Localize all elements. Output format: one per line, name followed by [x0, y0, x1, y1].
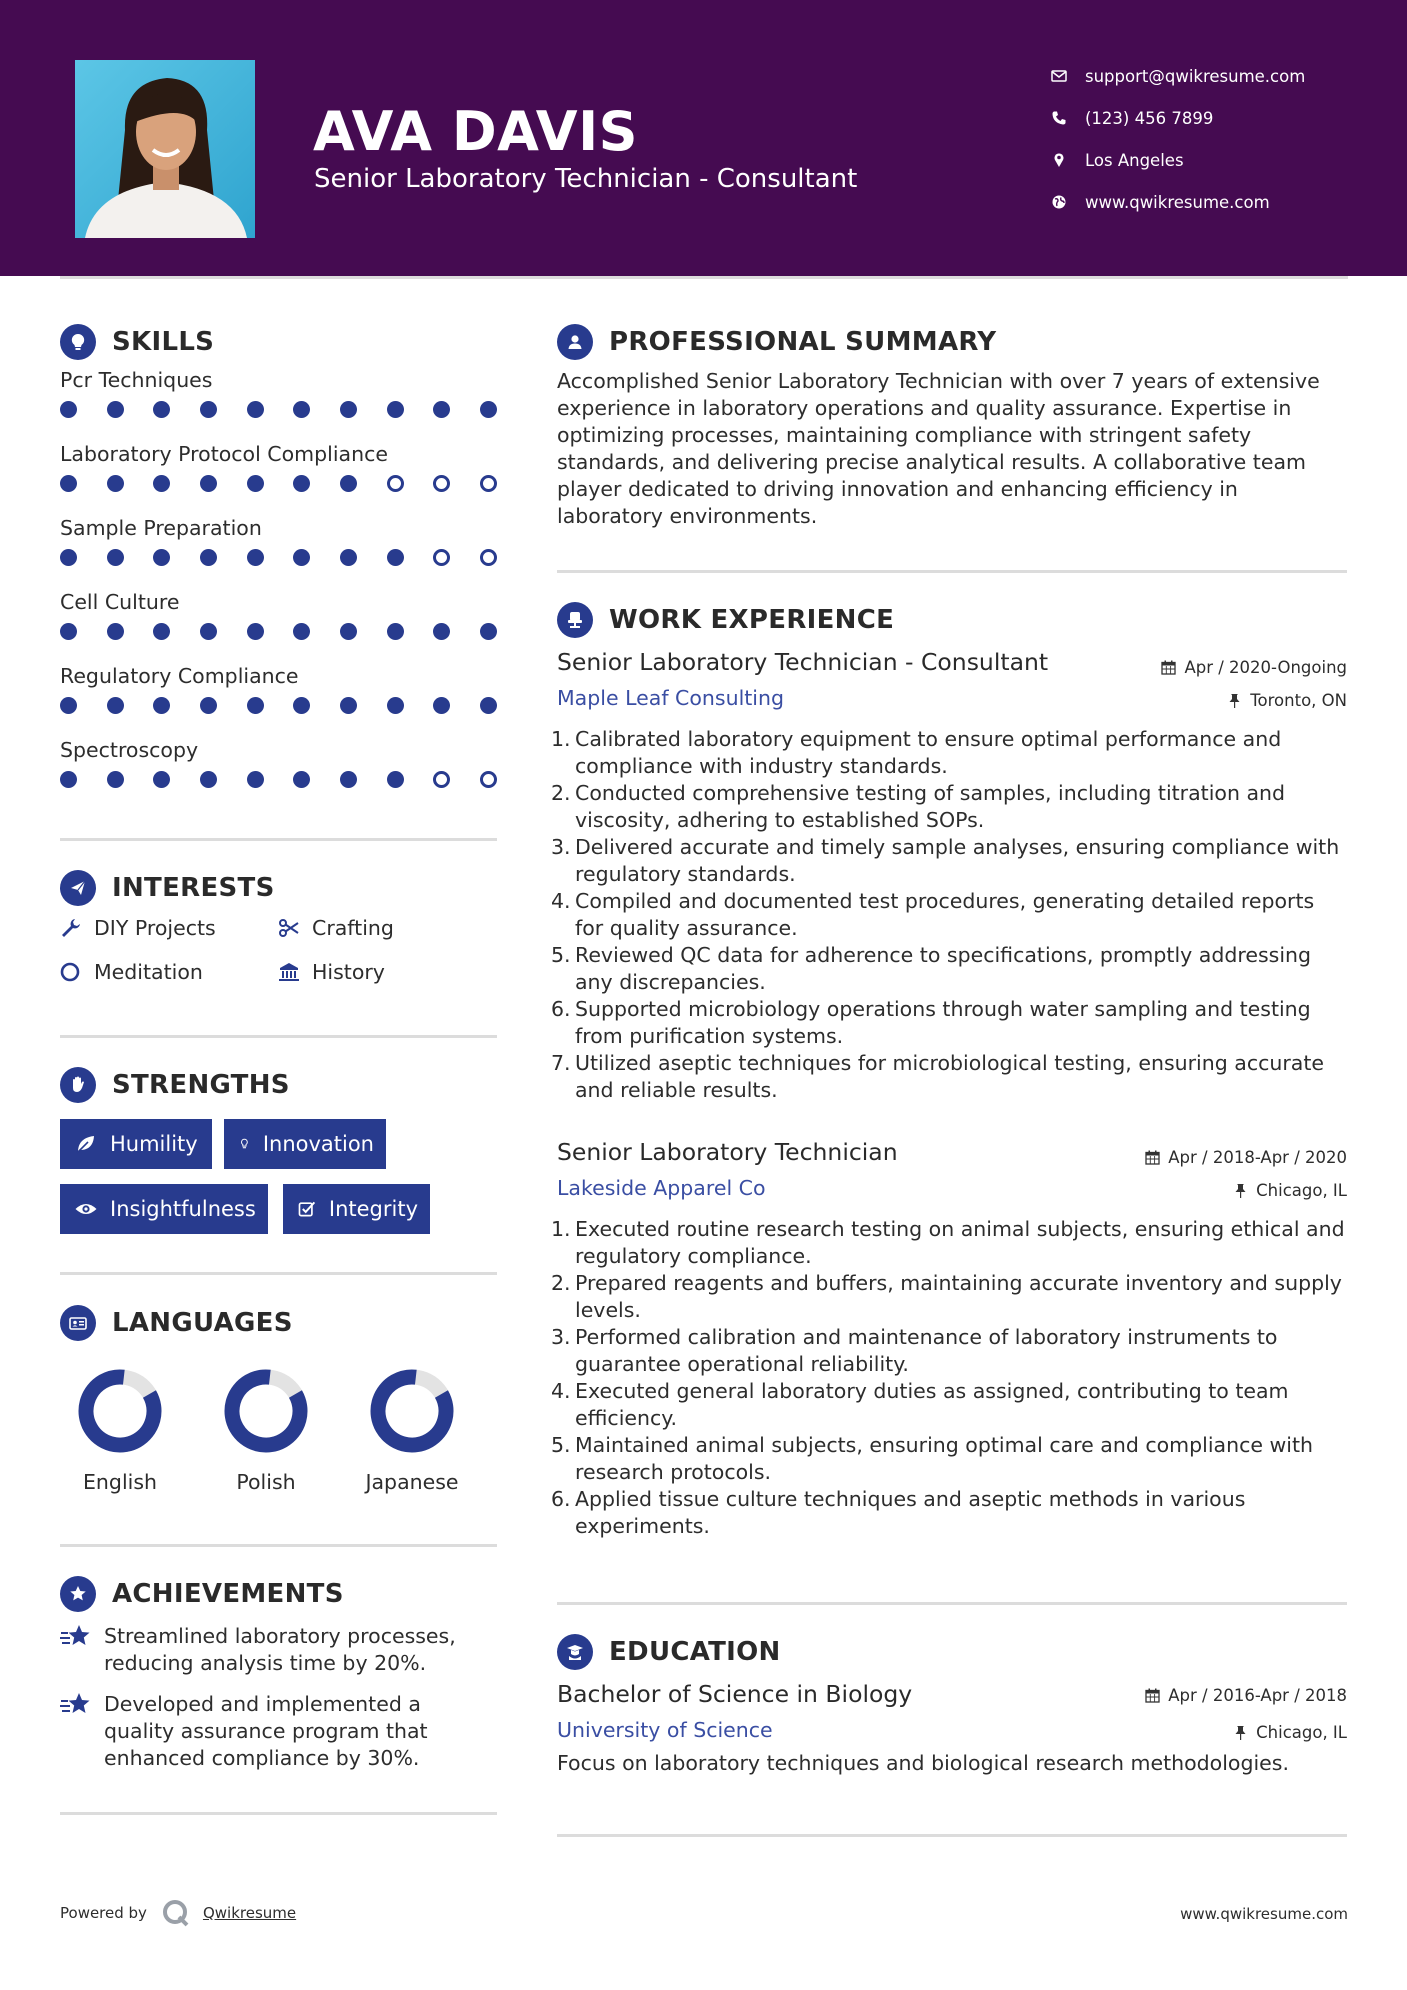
job-dates — [1161, 658, 1347, 677]
skills-list — [60, 365, 497, 809]
interest-item — [60, 916, 216, 940]
rating-dot-filled — [247, 401, 264, 418]
wrench-icon — [60, 917, 82, 939]
duty-number: 6. — [551, 997, 571, 1021]
id-card-badge-icon — [60, 1305, 96, 1341]
skill-name: Spectroscopy — [60, 738, 199, 762]
achievement-text: Developed and implemented a quality assurance program that enhanced compliance by 30%. — [104, 1692, 428, 1770]
phone-icon — [1051, 110, 1067, 126]
skill-name: Cell Culture — [60, 590, 180, 614]
achievements-heading — [60, 1576, 497, 1612]
hand-badge-icon — [60, 1067, 96, 1103]
rating-dot-filled — [153, 697, 170, 714]
duty-item — [551, 726, 1347, 780]
strengths-title: STRENGTHS — [112, 1070, 290, 1100]
rating-dot-filled — [433, 401, 450, 418]
rating-dot-filled — [387, 623, 404, 640]
interest-item — [60, 960, 203, 984]
skill-name: Regulatory Compliance — [60, 664, 299, 688]
education-divider — [557, 1834, 1347, 1837]
rating-dot-filled — [107, 771, 124, 788]
rating-dot-filled — [153, 623, 170, 640]
rating-dot-filled — [340, 623, 357, 640]
qwikresume-logo-icon — [161, 1898, 191, 1928]
pushpin-icon — [1233, 1183, 1248, 1198]
duty-text: Maintained animal subjects, ensuring optimal care and compliance with research protocols. — [575, 1433, 1313, 1484]
language-ring-fill — [223, 1368, 309, 1454]
paper-plane-badge-icon — [60, 870, 96, 906]
rating-dot-filled — [60, 771, 77, 788]
rating-dot-filled — [153, 475, 170, 492]
rating-dot-filled — [340, 475, 357, 492]
rating-dot-filled — [200, 623, 217, 640]
duty-text: Supported microbiology operations through water sampling and testing from purification systems. — [575, 997, 1311, 1048]
rating-dot-filled — [60, 697, 77, 714]
duty-item — [551, 1050, 1347, 1104]
rating-dot-filled — [433, 697, 450, 714]
job-location-text: Toronto, ON — [1250, 691, 1347, 710]
interest-label: Meditation — [94, 960, 203, 984]
envelope-icon — [1051, 68, 1067, 84]
duty-text: Delivered accurate and timely sample analyses, ensuring compliance with regulatory standards. — [575, 835, 1340, 886]
skill-rating — [60, 617, 497, 661]
duty-item — [551, 1432, 1347, 1486]
job-entry — [551, 1138, 1347, 1558]
duty-number: 5. — [551, 1433, 571, 1457]
skill-name: Laboratory Protocol Compliance — [60, 442, 388, 466]
experience-heading — [557, 602, 1347, 638]
footer-website[interactable]: www.qwikresume.com — [1180, 1905, 1348, 1923]
rating-dot-filled — [293, 549, 310, 566]
duty-number: 1. — [551, 727, 571, 751]
achievements-divider — [60, 1812, 497, 1815]
education-dates — [1145, 1686, 1347, 1705]
education-location-text: Chicago, IL — [1256, 1723, 1347, 1742]
strength-tag — [283, 1184, 430, 1234]
duty-item — [551, 1378, 1347, 1432]
duty-number: 2. — [551, 1271, 571, 1295]
languages-divider — [60, 1544, 497, 1547]
interest-item — [278, 916, 394, 940]
strength-label: Insightfulness — [110, 1197, 256, 1221]
rating-dot-filled — [480, 697, 497, 714]
job-location — [1233, 1181, 1347, 1200]
rating-dot-filled — [153, 549, 170, 566]
school-name: University of Science — [557, 1718, 773, 1742]
candidate-title: Senior Laboratory Technician - Consultant — [314, 164, 858, 194]
rating-dot-empty — [480, 475, 497, 492]
museum-icon — [278, 961, 300, 983]
duty-item — [551, 1324, 1347, 1378]
rating-dot-filled — [340, 697, 357, 714]
duty-item — [551, 942, 1347, 996]
eye-icon — [74, 1197, 98, 1221]
rating-dot-filled — [340, 771, 357, 788]
pushpin-icon — [1227, 693, 1242, 708]
pushpin-icon — [1233, 1725, 1248, 1740]
rating-dot-filled — [480, 401, 497, 418]
skill-rating — [60, 691, 497, 735]
degree-title: Bachelor of Science in Biology — [557, 1680, 913, 1708]
star-list-icon — [60, 1623, 94, 1651]
languages-title: LANGUAGES — [112, 1308, 293, 1338]
interests-section — [60, 870, 497, 990]
duty-text: Executed routine research testing on animal subjects, ensuring ethical and regulatory compliance. — [575, 1217, 1345, 1268]
duty-number: 5. — [551, 943, 571, 967]
duty-number: 1. — [551, 1217, 571, 1241]
rating-dot-filled — [387, 401, 404, 418]
calendar-icon — [1161, 660, 1176, 675]
strengths-heading — [60, 1067, 497, 1103]
language-ring — [77, 1368, 163, 1454]
rating-dot-filled — [107, 623, 124, 640]
language-ring-fill — [77, 1368, 163, 1454]
duty-number: 2. — [551, 781, 571, 805]
rating-dot-filled — [293, 475, 310, 492]
calendar-icon — [1145, 1150, 1160, 1165]
achievement-text: Streamlined laboratory processes, reducing analysis time by 20%. — [104, 1624, 456, 1675]
strength-tag — [60, 1184, 268, 1234]
interest-label: Crafting — [312, 916, 394, 940]
duty-number: 4. — [551, 889, 571, 913]
header-divider — [60, 276, 1348, 279]
duty-item — [551, 888, 1347, 942]
rating-dot-filled — [200, 771, 217, 788]
language-ring-fill — [369, 1368, 455, 1454]
strength-label: Innovation — [262, 1132, 374, 1156]
education-location — [1233, 1723, 1347, 1742]
rating-dot-empty — [480, 549, 497, 566]
rating-dot-filled — [247, 475, 264, 492]
rating-dot-filled — [107, 697, 124, 714]
achievement-item — [60, 1691, 497, 1772]
education-section — [557, 1634, 1347, 1794]
rating-dot-empty — [433, 549, 450, 566]
strengths-divider — [60, 1272, 497, 1275]
summary-text: Accomplished Senior Laboratory Technician with over 7 years of extensive experience in laboratory operations and quality assurance. Expertise in optimizing processes, maintaining compliance with stringent safety standards, and delivering precise analytical results. A collaborative team player dedicated to driving innovation and enhancing efficiency in laboratory environments. — [557, 369, 1320, 528]
calendar-icon — [1145, 1688, 1160, 1703]
company-name: Maple Leaf Consulting — [557, 686, 785, 710]
duties-list — [551, 1216, 1347, 1540]
contact-location — [1051, 139, 1381, 181]
interest-label: DIY Projects — [94, 916, 216, 940]
languages-heading — [60, 1305, 497, 1341]
language-ring — [223, 1368, 309, 1454]
interests-title: INTERESTS — [112, 873, 275, 903]
summary-heading — [557, 324, 1347, 360]
experience-section — [557, 602, 1347, 638]
duty-item — [551, 780, 1347, 834]
rating-dot-filled — [107, 475, 124, 492]
skills-section — [60, 324, 497, 809]
skill-rating — [60, 765, 497, 809]
rating-dot-filled — [247, 697, 264, 714]
rating-dot-filled — [107, 549, 124, 566]
contact-list — [1051, 55, 1381, 223]
summary-divider — [557, 570, 1347, 573]
star-badge-icon — [60, 1576, 96, 1612]
rating-dot-filled — [153, 401, 170, 418]
candidate-name: AVA DAVIS — [313, 100, 639, 163]
lightbulb-badge-icon — [60, 324, 96, 360]
rating-dot-filled — [387, 771, 404, 788]
job-location — [1227, 691, 1347, 710]
job-title: Senior Laboratory Technician — [557, 1138, 898, 1166]
lightbulb-icon — [238, 1132, 251, 1156]
scissors-icon — [278, 917, 300, 939]
duty-number: 3. — [551, 835, 571, 859]
contact-website[interactable] — [1051, 181, 1381, 223]
strength-tag — [224, 1119, 386, 1169]
education-dates-text: Apr / 2016-Apr / 2018 — [1168, 1686, 1347, 1705]
rating-dot-filled — [480, 623, 497, 640]
job-dates-text: Apr / 2020-Ongoing — [1184, 658, 1347, 677]
rating-dot-filled — [200, 401, 217, 418]
education-title: EDUCATION — [609, 1637, 781, 1667]
skills-heading — [60, 324, 497, 360]
strength-label: Integrity — [328, 1197, 418, 1221]
duty-item — [551, 1270, 1347, 1324]
rating-dot-filled — [60, 475, 77, 492]
rating-dot-filled — [340, 549, 357, 566]
skill-name: Sample Preparation — [60, 516, 262, 540]
duty-item — [551, 1216, 1347, 1270]
company-name: Lakeside Apparel Co — [557, 1176, 766, 1200]
duty-number: 4. — [551, 1379, 571, 1403]
globe-icon — [1051, 194, 1067, 210]
star-list-icon — [60, 1691, 94, 1719]
rating-dot-empty — [387, 475, 404, 492]
contact-phone-text: (123) 456 7899 — [1085, 108, 1214, 128]
duty-text: Performed calibration and maintenance of laboratory instruments to guarantee operational reliability. — [575, 1325, 1278, 1376]
rating-dot-filled — [200, 697, 217, 714]
duty-text: Calibrated laboratory equipment to ensure optimal performance and compliance with industry standards. — [575, 727, 1282, 778]
language-item — [206, 1368, 326, 1494]
skills-divider — [60, 838, 497, 841]
contact-email-text: support@qwikresume.com — [1085, 66, 1306, 86]
job-entry — [551, 648, 1347, 1118]
job-dates — [1145, 1148, 1347, 1167]
rating-dot-filled — [247, 549, 264, 566]
rating-dot-empty — [433, 475, 450, 492]
duty-text: Applied tissue culture techniques and aseptic methods in various experiments. — [575, 1487, 1246, 1538]
summary-title: PROFESSIONAL SUMMARY — [609, 327, 997, 357]
rating-dot-filled — [293, 623, 310, 640]
rating-dot-filled — [387, 549, 404, 566]
circle-icon — [60, 961, 82, 983]
rating-dot-filled — [200, 475, 217, 492]
language-item — [60, 1368, 180, 1494]
rating-dot-filled — [107, 401, 124, 418]
rating-dot-filled — [247, 771, 264, 788]
achievements-title: ACHIEVEMENTS — [112, 1579, 344, 1609]
duty-text: Utilized aseptic techniques for microbiological testing, ensuring accurate and reliable results. — [575, 1051, 1325, 1102]
duty-text: Executed general laboratory duties as assigned, contributing to team efficiency. — [575, 1379, 1289, 1430]
rating-dot-empty — [433, 771, 450, 788]
rating-dot-filled — [433, 623, 450, 640]
skill-rating — [60, 395, 497, 439]
education-heading — [557, 1634, 1347, 1670]
interest-item — [278, 960, 385, 984]
footer-powered — [60, 1898, 296, 1928]
interests-heading — [60, 870, 497, 906]
contact-phone[interactable] — [1051, 97, 1381, 139]
duty-text: Compiled and documented test procedures, generating detailed reports for quality assurance. — [575, 889, 1315, 940]
summary-section — [557, 324, 1347, 530]
language-ring — [369, 1368, 455, 1454]
chair-badge-icon — [557, 602, 593, 638]
contact-location-text: Los Angeles — [1085, 150, 1184, 170]
rating-dot-filled — [247, 623, 264, 640]
experience-title: WORK EXPERIENCE — [609, 605, 895, 635]
job-title: Senior Laboratory Technician - Consultant — [557, 648, 1049, 676]
rating-dot-filled — [200, 549, 217, 566]
job-dates-text: Apr / 2018-Apr / 2020 — [1168, 1148, 1347, 1167]
duty-number: 7. — [551, 1051, 571, 1075]
duty-number: 6. — [551, 1487, 571, 1511]
duty-text: Conducted comprehensive testing of samples, including titration and viscosity, adhering to established SOPs. — [575, 781, 1286, 832]
rating-dot-filled — [60, 401, 77, 418]
job-location-text: Chicago, IL — [1256, 1181, 1347, 1200]
duties-list — [551, 726, 1347, 1104]
leaf-icon — [74, 1132, 98, 1156]
skill-name: Pcr Techniques — [60, 368, 213, 392]
rating-dot-empty — [480, 771, 497, 788]
skills-title: SKILLS — [112, 327, 215, 357]
duty-number: 3. — [551, 1325, 571, 1349]
achievements-section — [60, 1576, 497, 1616]
duty-text: Prepared reagents and buffers, maintaining accurate inventory and supply levels. — [575, 1271, 1342, 1322]
strength-label: Humility — [110, 1132, 198, 1156]
rating-dot-filled — [340, 401, 357, 418]
duty-item — [551, 996, 1347, 1050]
achievement-item — [60, 1623, 497, 1677]
language-label: Polish — [236, 1470, 296, 1494]
duty-item — [551, 1486, 1347, 1540]
duty-item — [551, 834, 1347, 888]
powered-by-text: Powered by — [60, 1904, 147, 1922]
brand-link[interactable]: Qwikresume — [202, 1904, 297, 1922]
skill-rating — [60, 469, 497, 513]
contact-website-text: www.qwikresume.com — [1085, 192, 1270, 212]
language-label: Japanese — [365, 1470, 459, 1494]
skill-rating — [60, 543, 497, 587]
rating-dot-filled — [293, 697, 310, 714]
user-badge-icon — [557, 324, 593, 360]
strength-tag — [60, 1119, 212, 1169]
rating-dot-filled — [60, 549, 77, 566]
language-label: English — [82, 1470, 158, 1494]
resume-header — [0, 0, 1407, 276]
experience-divider — [557, 1602, 1347, 1605]
language-item — [352, 1368, 472, 1494]
rating-dot-filled — [293, 771, 310, 788]
contact-email[interactable] — [1051, 55, 1381, 97]
interests-divider — [60, 1035, 497, 1038]
education-description: Focus on laboratory techniques and biological research methodologies. — [557, 1751, 1289, 1775]
rating-dot-filled — [387, 697, 404, 714]
profile-photo — [75, 60, 255, 238]
duty-text: Reviewed QC data for adherence to specifications, promptly addressing any discrepancies. — [575, 943, 1312, 994]
rating-dot-filled — [293, 401, 310, 418]
graduate-badge-icon — [557, 1634, 593, 1670]
interest-label: History — [312, 960, 385, 984]
rating-dot-filled — [153, 771, 170, 788]
check-square-icon — [297, 1197, 317, 1221]
map-pin-icon — [1051, 152, 1067, 168]
rating-dot-filled — [60, 623, 77, 640]
